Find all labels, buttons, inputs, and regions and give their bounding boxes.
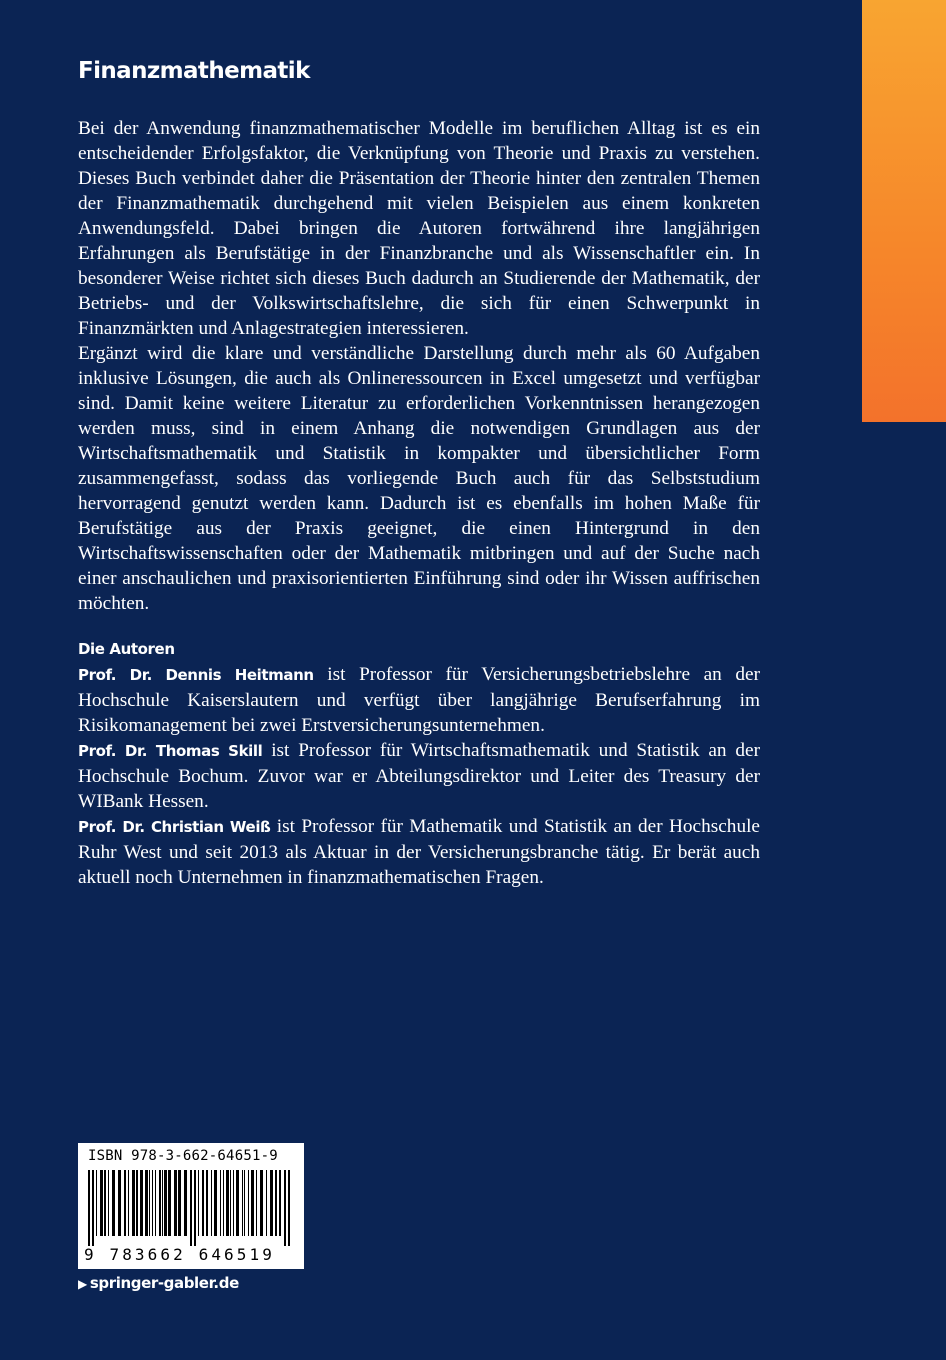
barcode-bar [124, 1170, 126, 1236]
barcode-bar [159, 1170, 161, 1236]
arrow-right-icon: ▶ [78, 1277, 87, 1291]
barcode-bar [118, 1170, 121, 1236]
barcode-bar [164, 1170, 167, 1236]
barcode-bar [88, 1170, 90, 1246]
barcode-bar [100, 1170, 103, 1236]
barcode-bar [149, 1170, 150, 1236]
barcode-bar [128, 1170, 129, 1236]
barcode-bar [152, 1170, 153, 1236]
website-link[interactable]: springer-gabler.de [89, 1274, 239, 1292]
barcode-bar [220, 1170, 221, 1236]
barcode-bar [190, 1170, 192, 1246]
barcode-bar [178, 1170, 181, 1236]
barcode-bar [248, 1170, 249, 1236]
barcode-bar [168, 1170, 171, 1236]
back-cover-text [78, 116, 760, 890]
barcode-bar [206, 1170, 208, 1236]
author-name: Prof. Dr. Dennis Heitmann [78, 666, 314, 684]
isbn-label: ISBN 978-3-662-64651-9 [88, 1148, 278, 1164]
barcode-bar [108, 1170, 109, 1236]
description-paragraph-1: Bei der Anwendung finanzmathematischer Modelle im beruflichen Alltag ist es ein entscheidender Erfolgsfaktor, die Verknüpfung von Theorie und Praxis zu verstehen. Dieses Buch verbindet daher die Präsentation der Theorie hinter den zentralen Themen der Finanzmathematik durchgehend mit vielen Beispielen aus einem konkreten Anwendungsfeld. Dabei bringen die Autoren fortwährend ihre langjährigen Erfahrungen als Berufstätige in der Finanzbranche und als Wissenschaftler ein. In besonderer Weise richtet sich dieses Buch dadurch an Studierende der Mathematik, der Betriebs- und der Volkswirtschaftslehre, die sich für einen Schwerpunkt in Finanzmärkten und Anlagestrategien interessieren. [78, 118, 760, 339]
barcode-bar [226, 1170, 229, 1236]
barcode-bar [260, 1170, 263, 1236]
barcode-bar [270, 1170, 273, 1236]
barcode-bar [202, 1170, 204, 1236]
barcode-bar [211, 1170, 212, 1236]
barcode-bar [279, 1170, 281, 1236]
barcode-bar [233, 1170, 234, 1236]
barcode-bar [145, 1170, 148, 1236]
barcode-bar [266, 1170, 267, 1236]
author-name: Prof. Dr. Christian Weiß [78, 818, 271, 836]
author-entry-skill [78, 738, 760, 814]
barcode-bar [184, 1170, 187, 1236]
barcode-bar [104, 1170, 106, 1236]
barcode-bar [92, 1170, 94, 1246]
author-entry-weiss [78, 814, 760, 890]
author-bio: ist Professor für Mathematik und Statistik an der Hochschule Ruhr West und seit 2013 als Aktuar in der Versicherungsbranche tätig. Er berät auch aktuell noch Unternehmen in finanzmathematischen Fragen. [78, 816, 760, 888]
barcode-bars [88, 1170, 294, 1246]
barcode-bar [174, 1170, 177, 1236]
barcode-bar [194, 1170, 196, 1246]
description-paragraph-2: Ergänzt wird die klare und verständliche Darstellung durch mehr als 60 Aufgaben inklusive Lösungen, die auch als Onlineressourcen in Excel umgesetzt und verfügbar sind. Damit keine weitere Literatur zu erforderlichen Vorkenntnissen herangezogen werden muss, sind in einem Anhang die notwendigen Grundlagen aus der Wirtschaftsmathematik und Statistik in kompakter und übersichtlicher Form zusammengefasst, sodass das vorliegende Buch auch für das Selbststudium hervorragend genutzt werden kann. Dadurch ist es ebenfalls im hohen Maße für Berufstätige aus der Praxis geeignet, die einen Hintergrund in den Wirtschaftswissenschaften oder der Mathematik mitbringen und auf der Suche nach einer anschaulichen und praxisorientierten Einführung sind oder ihr Wissen auffrischen möchten. [78, 343, 760, 614]
publisher-website[interactable] [78, 1274, 239, 1292]
barcode-bar [242, 1170, 243, 1236]
author-bio: ist Professor für Wirtschaftsmathematik und Statistik an der Hochschule Bochum. Zuvor war er Abteilungsdirektor und Leiter des Treasury der WIBank Hessen. [78, 740, 760, 812]
barcode-bar [223, 1170, 224, 1236]
barcode-bar [251, 1170, 254, 1236]
barcode-bar [244, 1170, 245, 1236]
barcode-bar [236, 1170, 239, 1236]
barcode-bar [96, 1170, 97, 1236]
barcode-bar [140, 1170, 143, 1236]
barcode-digits: 9 783662 646519 [84, 1245, 275, 1264]
author-name: Prof. Dr. Thomas Skill [78, 742, 263, 760]
barcode-bar [230, 1170, 231, 1236]
barcode-bar [256, 1170, 257, 1236]
barcode-bar [198, 1170, 199, 1236]
barcode-bar [284, 1170, 286, 1246]
isbn-barcode [78, 1143, 304, 1269]
barcode-bar [214, 1170, 217, 1236]
barcode-bar [132, 1170, 135, 1236]
barcode-bar [162, 1170, 163, 1236]
orange-accent-bar [862, 0, 946, 422]
author-entry-heitmann [78, 662, 760, 738]
author-bio: ist Professor für Versicherungsbetriebslehre an der Hochschule Kaiserslautern und verfügt über langjährige Berufserfahrung im Risikomanagement bei zwei Erstversicherungsunternehmen. [78, 664, 760, 736]
barcode-bar [136, 1170, 138, 1236]
authors-heading: Die Autoren [78, 640, 175, 658]
barcode-bar [288, 1170, 290, 1246]
barcode-bar [112, 1170, 115, 1236]
barcode-bar [155, 1170, 156, 1236]
barcode-bar [275, 1170, 277, 1236]
book-title: Finanzmathematik [78, 58, 310, 84]
